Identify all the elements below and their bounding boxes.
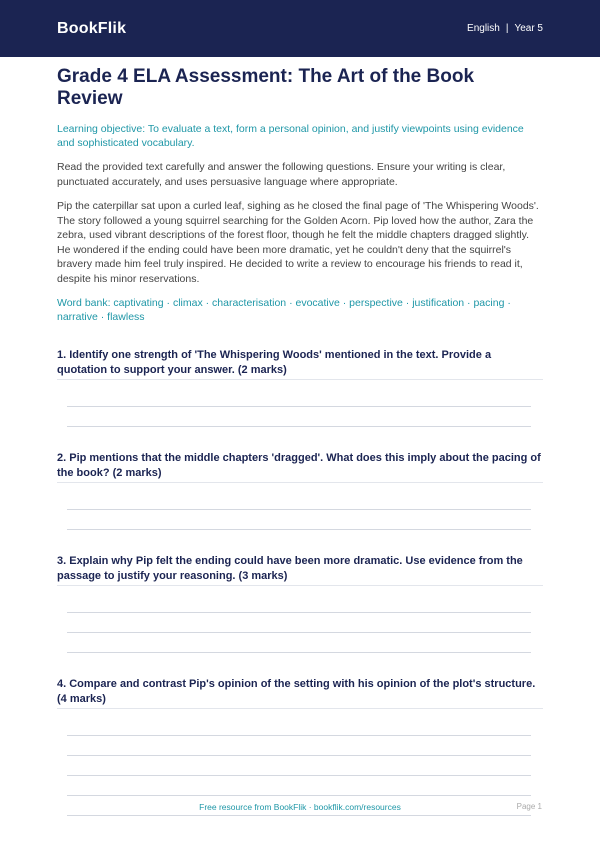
answer-line[interactable] <box>67 426 531 427</box>
answer-line[interactable] <box>67 735 531 736</box>
question-2 <box>57 451 543 530</box>
answer-line[interactable] <box>67 509 531 510</box>
header-bar <box>0 0 600 57</box>
answer-line[interactable] <box>67 795 531 796</box>
subject-label: English <box>467 23 500 34</box>
page-title: Grade 4 ELA Assessment: The Art of the Book Review <box>57 66 475 109</box>
meta-separator: | <box>505 23 509 34</box>
question-text: 2. Pip mentions that the middle chapters 'dragged'. What does this imply about the pacing of the book? (2 marks) <box>57 451 543 483</box>
instructions: Read the provided text carefully and answer the following questions. Ensure your writing is clear, punctuated accurately, and uses persuasive language where appropriate. <box>57 161 506 188</box>
year-label: Year 5 <box>514 23 543 34</box>
answer-line[interactable] <box>67 529 531 530</box>
question-text: 3. Explain why Pip felt the ending could have been more dramatic. Use evidence from the passage to justify your reasoning. (3 marks) <box>57 554 543 586</box>
learning-objective: Learning objective: To evaluate a text, form a personal opinion, and justify viewpoints using evidence and sophisticated vocabulary. <box>57 123 524 149</box>
passage-text: Pip the caterpillar sat upon a curled leaf, sighing as he closed the final page of 'The Whispering Woods'. The story followed a young squirrel searching for the Golden Acorn. Pip loved how the author, Zara the zebra, used vibrant descriptions of the forest floor, though he felt the middle chapters dragged slightly. He wondered if the ending could have been more dramatic, yet he couldn't deny that the squirrel's bravery made him feel truly inspired. He decided to write a review to encourage his friends to read it, despite his minor reservations. <box>57 200 539 285</box>
word-bank: Word bank: captivating · climax · characterisation · evocative · perspective · justification · pacing · narrative · flawless <box>57 297 511 323</box>
answer-lines <box>67 509 531 530</box>
answer-line[interactable] <box>67 612 531 613</box>
footer-credit[interactable]: Free resource from BookFlik · bookflik.com/resources <box>199 802 401 812</box>
answer-lines <box>67 612 531 653</box>
answer-line[interactable] <box>67 652 531 653</box>
footer <box>0 802 600 816</box>
answer-line[interactable] <box>67 632 531 633</box>
answer-lines <box>67 406 531 427</box>
answer-line[interactable] <box>67 755 531 756</box>
question-text: 1. Identify one strength of 'The Whispering Woods' mentioned in the text. Provide a quotation to support your answer. (2 marks) <box>57 348 543 380</box>
question-3 <box>57 554 543 653</box>
question-4 <box>57 677 543 816</box>
worksheet-content <box>57 66 543 835</box>
question-1 <box>57 348 543 427</box>
question-text: 4. Compare and contrast Pip's opinion of the setting with his opinion of the plot's structure. (4 marks) <box>57 677 543 709</box>
answer-line[interactable] <box>67 406 531 407</box>
subject-year-label <box>467 23 543 34</box>
page-number: Page 1 <box>516 802 542 811</box>
brand-logo[interactable]: BookFlik <box>57 19 127 37</box>
answer-line[interactable] <box>67 775 531 776</box>
question-list <box>57 348 543 816</box>
